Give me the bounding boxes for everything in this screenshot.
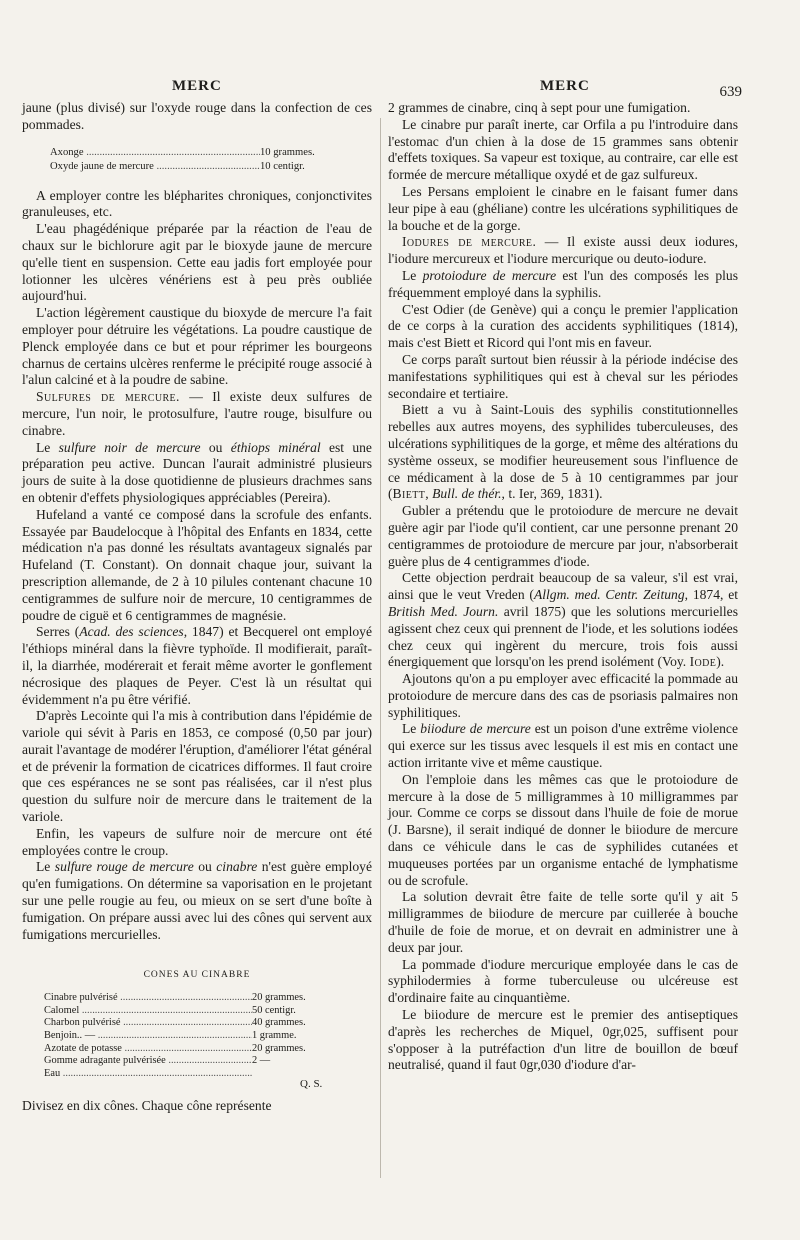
left-column (22, 100, 372, 1115)
text: , 1847) et Becquerel ont employé l'éthiops minéral dans la fièvre typhoïde. Il modifierait, paraît-il, la diarrhée, modérerait et ferait même avorter le gonflement nécrosique des plaques de Peyer. C'est là un résultat qui évidemment n'a pu être vérifié. (22, 624, 372, 707)
text: ). (716, 654, 725, 670)
cross-reference: Iode (689, 654, 717, 670)
recipe-quantity: 2 — (252, 1055, 271, 1067)
paragraph: Ce corps paraît surtout bien réussir à la période indécise des manifestations syphilitiques qui est à cheval sur les périodes secondaire et tertiaire. (388, 351, 738, 401)
recipe-ingredient: Benjoin.. — ..... (44, 1030, 252, 1043)
paragraph: Le biiodure de mercure est le premier des antiseptiques d'après les recherches de Miquel, 0gr,025, suffisent pour s'opposer à la putréfaction d'un litre de bouillon de bœuf neutralisé, quand il faut 0gr,030 d'iodure d'ar- (388, 1007, 738, 1073)
quantum-satis: Q. S. (300, 1078, 323, 1091)
text: Le (36, 439, 59, 455)
paragraph: Le cinabre pur paraît inerte, car Orfila a pu l'introduire dans l'estomac d'un chien à la dose de 15 grammes sans obtenir d'effets toxiques. Sa vapeur est toxique, au contraire, car elle est formée de mercure métallique oxydé et de gaz sulfureux. (388, 116, 738, 183)
paragraph: Gubler a prétendu que le protoiodure de mercure ne devait guère agir par l'iode qu'il contient, car une personne prenant 20 centigrammes de protoiodure de mercure par jour, n'absorberait guère plus de 4 centigrammes d'iode. (388, 503, 738, 569)
recipe-quantity: 40 grammes. (252, 1017, 306, 1029)
recipe-ingredient: Oxyde jaune de mercure ..... (50, 160, 260, 174)
recipe-ingredient: Cinabre pulvérisé ..... (44, 992, 252, 1005)
text: est une préparation peu active. Duncan l'aurait administré plusieurs jours de suite à la dose quotidienne de plusieurs drachmes sans en obtenir d'effets physiologiques appréciables (Pereira). (22, 439, 372, 505)
italic-citation: Acad. des sciences (79, 624, 184, 640)
paragraph (22, 624, 372, 708)
table-row (44, 1055, 372, 1068)
italic-term: sulfure rouge de mercure (54, 859, 194, 875)
text: ou (193, 859, 217, 875)
italic-term: cinabre (216, 859, 258, 875)
paragraph: 2 grammes de cinabre, cinq à sept pour une fumigation. (388, 100, 691, 115)
italic-term: sulfure noir de mercure (58, 439, 201, 455)
text: , t. Ier, 369, 1831). (501, 486, 603, 502)
paragraph: La pommade d'iodure mercurique employée dans le cas de syphilodermies à forme tuberculeuse ou ulcéreuse est d'ordinaire faite au cinquantième. (388, 956, 738, 1006)
text: avril 1875) que les solutions mercurielles agissent chez ceux qui prennent de l'iode, et les solutions iodées chez ceux qui ingèrent du mercure, trois fois aussi énergiquement que lorsqu'on les prend isolément (Voy. (388, 603, 738, 670)
section-paragraph (388, 234, 738, 268)
cones-recipe-table (44, 992, 372, 1091)
text: Le (402, 721, 421, 737)
section-paragraph (22, 389, 372, 439)
paragraph: L'action légèrement caustique du bioxyde de mercure l'a fait employer pour détruire les végétations. La poudre caustique de Plenck employée dans ce but et pour réprimer les bourgeons charnus de certains ulcères renferme le précipité rouge associé à l'alun calciné et à la poudre de sabine. (22, 305, 372, 388)
paragraph (388, 402, 738, 503)
section-heading: Sulfures de mercure. (36, 389, 180, 405)
recipe-ingredient: Gomme adragante pulvérisée ..... (44, 1055, 252, 1068)
paragraph: jaune (plus divisé) sur l'oxyde rouge dans la confection de ces pommades. (22, 100, 372, 132)
paragraph: On l'emploie dans les mêmes cas que le protoiodure de mercure à la dose de 5 milligrammes à 10 milligrammes par jour. Comme ce corps se dissout dans l'huile de foie de morue (J. Barsne), il serait indiqué de donner le biiodure de mercure dans ce véhicule dans le cas de syphilides cutanées et muqueuses portées par un organisme entaché de lymphatisme ou de scrofule. (388, 771, 738, 888)
text: Le (402, 267, 423, 283)
recipe-ingredient: Axonge ..... (50, 146, 260, 160)
paragraph (388, 570, 738, 671)
italic-citation: Bull. de thér. (432, 486, 502, 502)
table-row (44, 1017, 372, 1030)
recipe-quantity: 1 gramme. (252, 1030, 297, 1042)
text: , (425, 486, 433, 502)
paragraph: D'après Lecointe qui l'a mis à contribution dans l'épidémie de variole qui sévit à Paris en 1853, ce composé (0,50 par jour) aurait l'avantage de modérer l'éruption, d'améliorer l'état général et de prévenir la formation de cicatrices difformes. Il faut croire que ces espérances ne se sont pas réalisées, car il n'est plus question du sulfure noir de mercure dans le traitement de la variole. (22, 708, 372, 825)
paragraph: Enfin, les vapeurs de sulfure noir de mercure ont été employées contre le croup. (22, 825, 372, 858)
author-name: Biett (392, 486, 426, 502)
italic-term: éthiops minéral (230, 439, 321, 455)
table-row (44, 1043, 372, 1056)
recipe-quantity: 50 centigr. (252, 1004, 296, 1016)
paragraph: C'est Odier (de Genève) qui a conçu le premier l'application de ce corps à la curation des accidents syphilitiques (1814), mais c'est Biett et Ricord qui l'ont mis en faveur. (388, 301, 738, 351)
text: Serres ( (36, 624, 80, 640)
paragraph: Divisez en dix cônes. Chaque cône représente (22, 1098, 272, 1114)
recipe-ingredient: Azotate de potasse ..... (44, 1043, 252, 1056)
recipe-quantity: 10 grammes. (260, 146, 315, 158)
text: — Il existe aussi deux iodures, l'iodure mercureux et l'iodure mercurique ou deuto-iodure. (388, 234, 739, 267)
table-row (44, 1068, 372, 1081)
paragraph (388, 721, 738, 771)
right-running-head: MERC (540, 78, 590, 94)
recipe-row (50, 160, 372, 174)
table-row (44, 992, 372, 1005)
paragraph (22, 859, 372, 943)
text: Cette objection perdrait beaucoup de sa valeur, s'il est vrai, ainsi que le veut Vreden ( (388, 570, 738, 603)
paragraph: La solution devrait être faite de telle sorte qu'il y ait 5 milligrammes de biiodure de mercure par cuillerée à bouche d'huile de foie de morue, et on devrait en administrer une à deux par jour. (388, 889, 738, 955)
left-running-head: MERC (172, 78, 222, 94)
column-divider (380, 118, 381, 1178)
recipe-ingredient: Calomel ..... (44, 1005, 252, 1018)
recipe-quantity: 10 centigr. (260, 160, 305, 172)
italic-term: protoiodure de mercure (422, 267, 557, 283)
table-row (44, 1030, 372, 1043)
text: n'est guère employé qu'en fumigations. On détermine sa vaporisation en le projetant sur une pelle rougie au feu, ou mieux on se sert d'une boîte à fumigation. On prépare aussi avec lui des cônes qui servent aux fumigations mercurielles. (22, 859, 373, 942)
paragraph: Les Persans emploient le cinabre en le faisant fumer dans leur pipe à eau (ghéliane) contre les ulcérations syphilitiques de la bouche et de la gorge. (388, 183, 738, 233)
text: , 1874, et (684, 587, 738, 603)
section-heading: Iodures de mercure. (402, 234, 537, 250)
text: ou (200, 439, 231, 455)
table-row (44, 1005, 372, 1018)
paragraph: Hufeland a vanté ce composé dans la scrofule des enfants. Essayée par Baudelocque à l'hôpital des Enfants en 1834, cette médication n'a pas donné les résultats avantageux signalés par Hufeland (T. Constant). On donnait chaque jour, suivant la prescription allemande, de 2 à 10 pilules contenant chacune 10 centigrammes de sulfure noir de mercure, 10 centigrammes de poudre de ciguë et 6 centigrammes de magnésie. (22, 506, 372, 623)
recipe-table-title: CONES AU CINABRE (143, 970, 251, 981)
recipe-row (50, 146, 372, 160)
italic-citation: British Med. Journ. (388, 603, 499, 619)
paragraph: L'eau phagédénique préparée par la réaction de l'eau de chaux sur le bichlorure agit par le bioxyde jaune de mercure qu'elle tient en suspension. Cette eau jadis fort employée pour lotionner les ulcères vénériens est à peu près oubliée aujourd'hui. (22, 221, 372, 304)
text: — Il existe deux sulfures de mercure, l'un noir, le protosulfure, l'autre rouge, bisulfure ou cinabre. (22, 389, 372, 438)
paragraph: A employer contre les blépharites chroniques, conjonctivites granuleuses, etc. (22, 187, 372, 220)
right-column (388, 100, 738, 1074)
text: est l'un des composés les plus fréquemment employé dans la syphilis. (388, 267, 738, 300)
text: est un poison d'une extrême violence qui exerce sur les tissus avec lesquels il est mis en contact une action irritante vive et même caustique. (388, 721, 738, 771)
recipe-quantity: 20 grammes. (252, 1042, 306, 1054)
text: Le (36, 859, 55, 875)
paragraph: Ajoutons qu'on a pu employer avec efficacité la pommade au protoiodure de mercure dans des cas de psoriasis palmaires non syphilitiques. (388, 671, 738, 720)
recipe-quantity: 20 grammes. (252, 992, 306, 1004)
paragraph (388, 268, 738, 302)
italic-term: biiodure de mercure (420, 721, 531, 737)
recipe-ingredient: Eau ..... (44, 1068, 252, 1081)
text: Biett a vu à Saint-Louis des syphilis constitutionnelles rebelles aux autres moyens, des syphilides tuberculeuses, des ulcérations syphilitiques de la gorge, et même des altérations du système osseux, se modifier heureusement sous l'influence de ce médicament à la dose de 5 à 10 centigrammes par jour ( (388, 402, 738, 502)
recipe-ingredient: Charbon pulvérisé ..... (44, 1017, 252, 1030)
pommade-recipe (50, 146, 372, 174)
paragraph (22, 440, 372, 507)
page-number: 639 (719, 84, 742, 100)
italic-citation: Allgm. med. Centr. Zeitung (533, 587, 685, 603)
